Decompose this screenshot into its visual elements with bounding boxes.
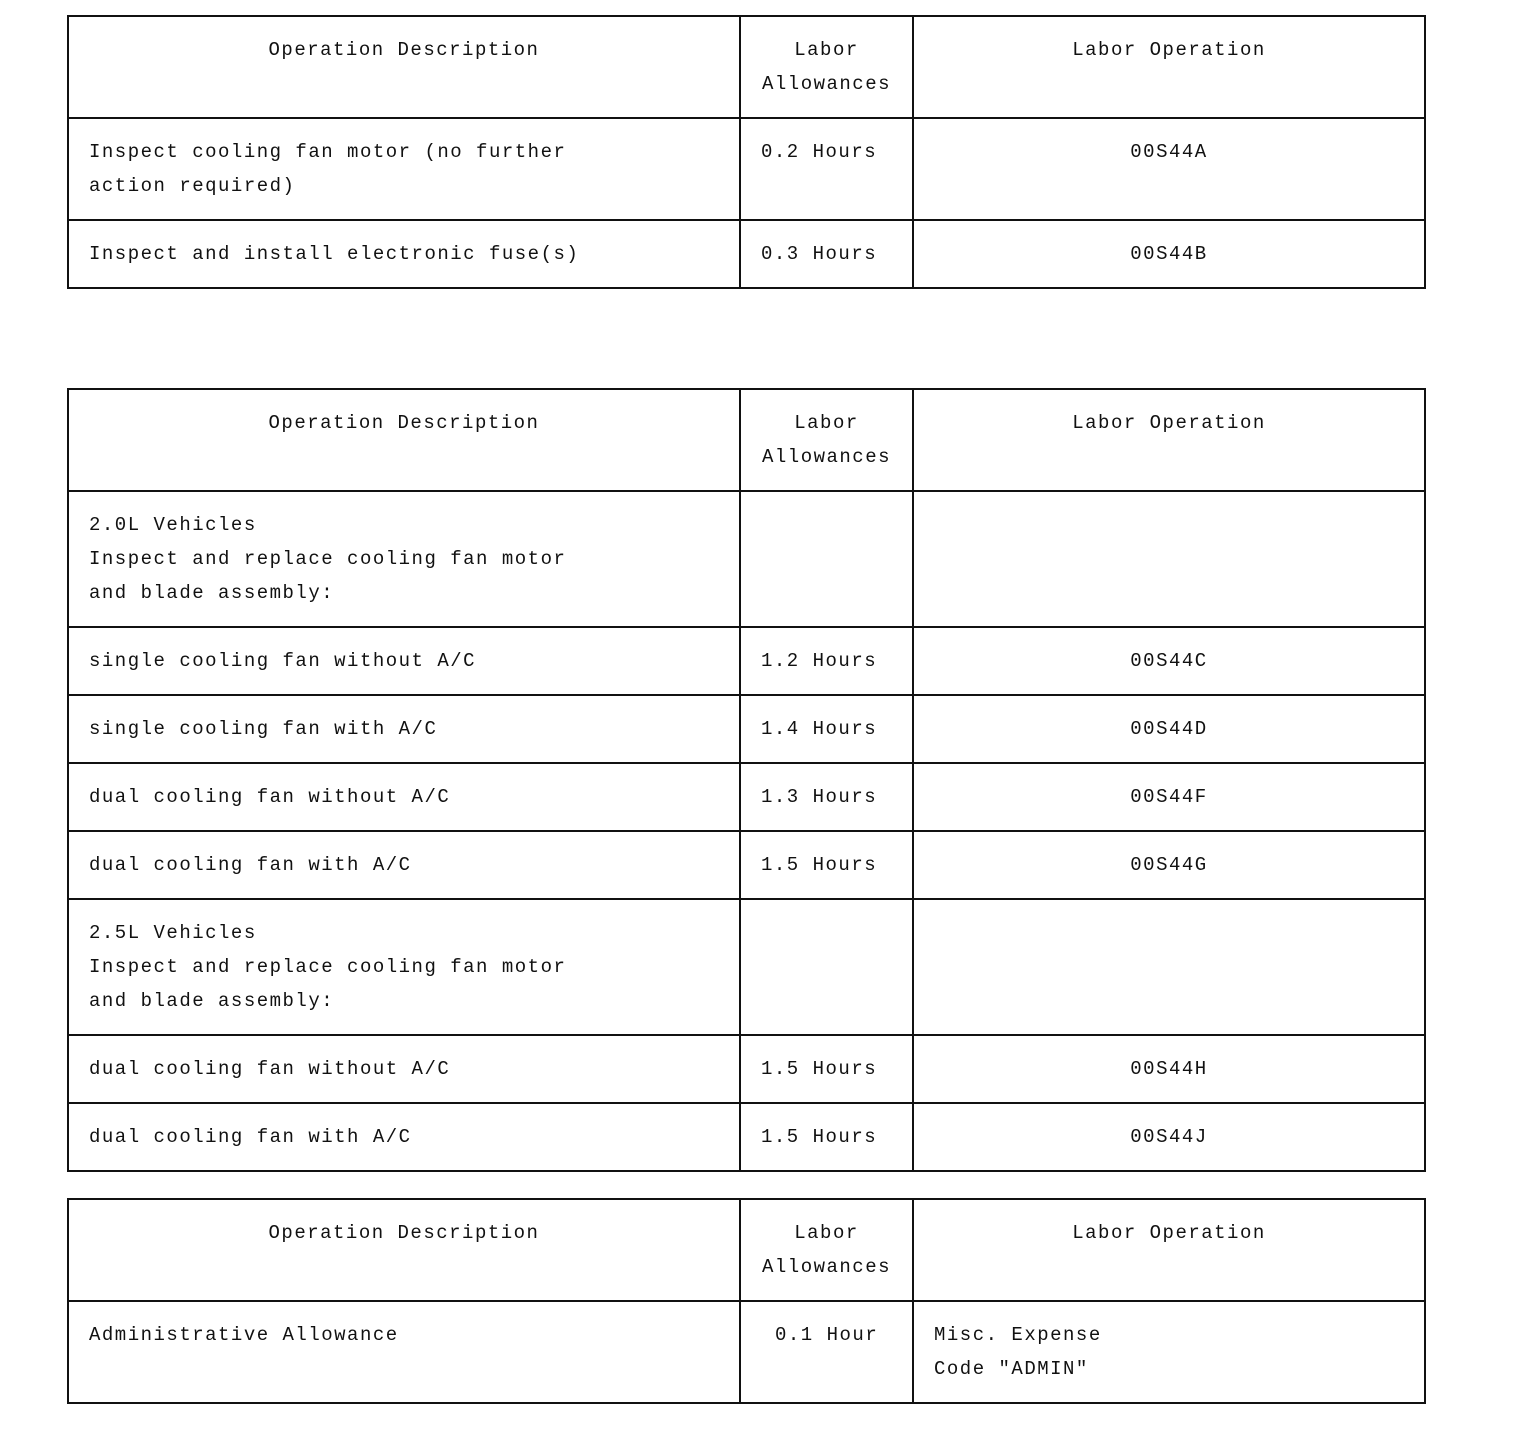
row-description: dual cooling fan with A/C [68,831,740,899]
header-labor-operation: Labor Operation [913,389,1425,491]
labor-table-2 [67,388,1426,1172]
row-allowance [740,491,913,627]
table-row [68,220,1425,288]
row-operation-code: 00S44H [913,1035,1425,1103]
header-labor-allowances: Labor Allowances [740,1199,913,1301]
row-description: single cooling fan with A/C [68,695,740,763]
row-operation-code: 00S44C [913,627,1425,695]
row-description: 2.0L Vehicles Inspect and replace cooling fan motor and blade assembly: [68,491,740,627]
row-description: single cooling fan without A/C [68,627,740,695]
row-operation-code: 00S44A [913,118,1425,220]
row-operation-code [913,491,1425,627]
row-description: dual cooling fan without A/C [68,1035,740,1103]
row-allowance: 0.3 Hours [740,220,913,288]
row-allowance: 1.3 Hours [740,763,913,831]
table-row [68,1035,1425,1103]
row-description: Inspect and install electronic fuse(s) [68,220,740,288]
row-description: dual cooling fan with A/C [68,1103,740,1171]
table-header-row [68,16,1425,118]
row-description: dual cooling fan without A/C [68,763,740,831]
header-labor-allowances: Labor Allowances [740,16,913,118]
row-operation-code: 00S44F [913,763,1425,831]
row-allowance: 0.2 Hours [740,118,913,220]
row-allowance: 1.5 Hours [740,831,913,899]
table-header-row [68,389,1425,491]
table-row [68,627,1425,695]
row-allowance: 1.2 Hours [740,627,913,695]
row-operation-code: 00S44J [913,1103,1425,1171]
header-labor-operation: Labor Operation [913,1199,1425,1301]
table-row [68,491,1425,627]
header-labor-allowances: Labor Allowances [740,389,913,491]
row-allowance: 0.1 Hour [740,1301,913,1403]
row-operation-code [913,899,1425,1035]
row-operation-code: 00S44B [913,220,1425,288]
row-allowance: 1.5 Hours [740,1103,913,1171]
table-row [68,899,1425,1035]
labor-table-3 [67,1198,1426,1404]
table-row [68,763,1425,831]
row-allowance: 1.5 Hours [740,1035,913,1103]
row-operation-code: 00S44D [913,695,1425,763]
labor-table-1 [67,15,1426,289]
table-header-row [68,1199,1425,1301]
table-row [68,118,1425,220]
table-row [68,1103,1425,1171]
header-operation-description: Operation Description [68,16,740,118]
header-operation-description: Operation Description [68,389,740,491]
row-description: Administrative Allowance [68,1301,740,1403]
row-allowance [740,899,913,1035]
row-description: 2.5L Vehicles Inspect and replace cooling fan motor and blade assembly: [68,899,740,1035]
table-row [68,695,1425,763]
row-description: Inspect cooling fan motor (no further action required) [68,118,740,220]
header-operation-description: Operation Description [68,1199,740,1301]
table-row [68,831,1425,899]
table-row [68,1301,1425,1403]
row-operation-code: Misc. Expense Code "ADMIN" [913,1301,1425,1403]
header-labor-operation: Labor Operation [913,16,1425,118]
row-allowance: 1.4 Hours [740,695,913,763]
row-operation-code: 00S44G [913,831,1425,899]
